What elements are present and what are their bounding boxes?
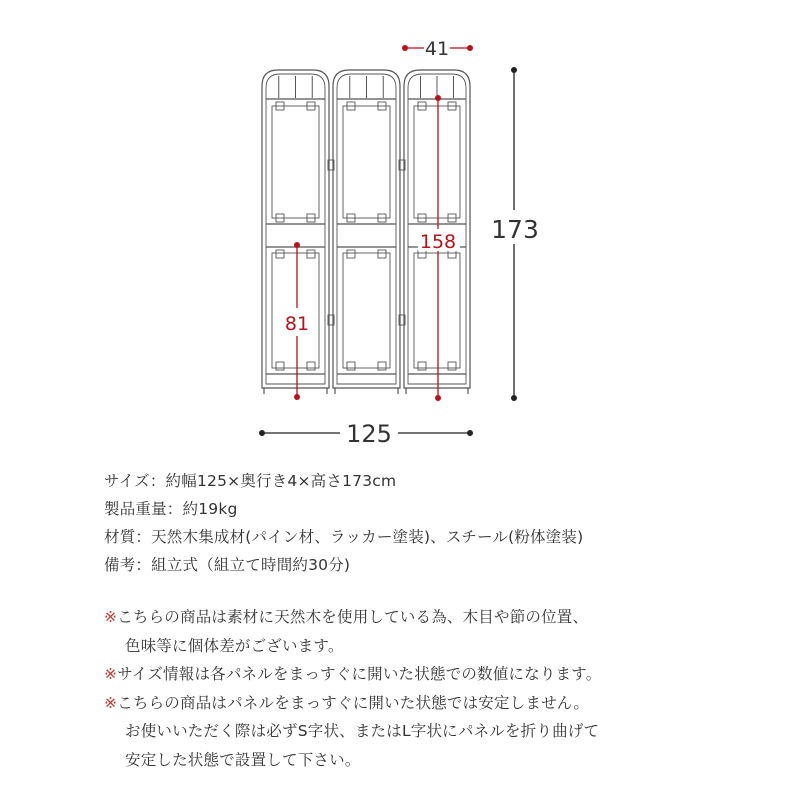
spec-weight: 製品重量：約19kg [104, 500, 238, 518]
note-line: サイズ情報は各パネルをまっすぐに開いた状態での数値になります。 [117, 665, 602, 683]
note-mark: ※ [104, 608, 118, 626]
note-mark: ※ [104, 693, 118, 712]
upper-board [343, 106, 390, 218]
note-item [104, 660, 794, 689]
spec-size: サイズ：約幅125×奥行き4×高さ173cm [104, 472, 397, 490]
spec-remarks: 備考：組立式（組立て時間約30分) [104, 556, 351, 574]
total-height-dimension [491, 67, 554, 401]
panel-height-dimension [418, 95, 460, 401]
total-height-label: 173 [491, 215, 539, 244]
panel-frame-inner [337, 74, 396, 384]
upper-board [272, 106, 319, 218]
notes-list [104, 603, 794, 774]
depth-dimension [402, 38, 473, 60]
panel-bracket [276, 250, 284, 258]
spec-material: 材質：天然木集成材(パイン材、ラッカー塗装)、スチール(粉体塗装) [104, 528, 584, 546]
panel-bracket [307, 250, 315, 258]
note-line: 安定した状態で設置して下さい。 [125, 750, 361, 769]
note-item [104, 689, 794, 775]
note-line: お使いいただく際は必ずS字状、またはL字状にパネルを折り曲げて [125, 722, 600, 740]
panel-bracket [347, 362, 355, 370]
width-label: 125 [346, 420, 392, 448]
note-line: 色味等に個体差がございます。 [125, 636, 344, 655]
panel-bracket [418, 362, 426, 370]
width-dimension [259, 418, 473, 448]
panel-frame-inner [266, 74, 325, 384]
note-line: こちらの商品はパネルをまっすぐに開いた状態では安定しません。 [117, 693, 590, 712]
lower-board [343, 253, 390, 368]
panel-bracket [378, 362, 386, 370]
note-mark: ※ [104, 665, 118, 683]
panel-height-label: 158 [419, 231, 457, 253]
note-item [104, 603, 794, 660]
note-line: こちらの商品は素材に天然木を使用している為、木目や節の位置、 [117, 608, 589, 626]
panel-bracket [347, 250, 355, 258]
panel-bracket [448, 362, 456, 370]
depth-label: 41 [424, 38, 450, 60]
panel-bracket [307, 362, 315, 370]
panel-bracket [378, 250, 386, 258]
spec-list [104, 467, 784, 579]
base-height-label: 81 [284, 313, 310, 335]
base-height-dimension [282, 242, 312, 400]
upper-board [414, 106, 460, 218]
lower-board [414, 253, 460, 368]
panel-bracket [276, 362, 284, 370]
